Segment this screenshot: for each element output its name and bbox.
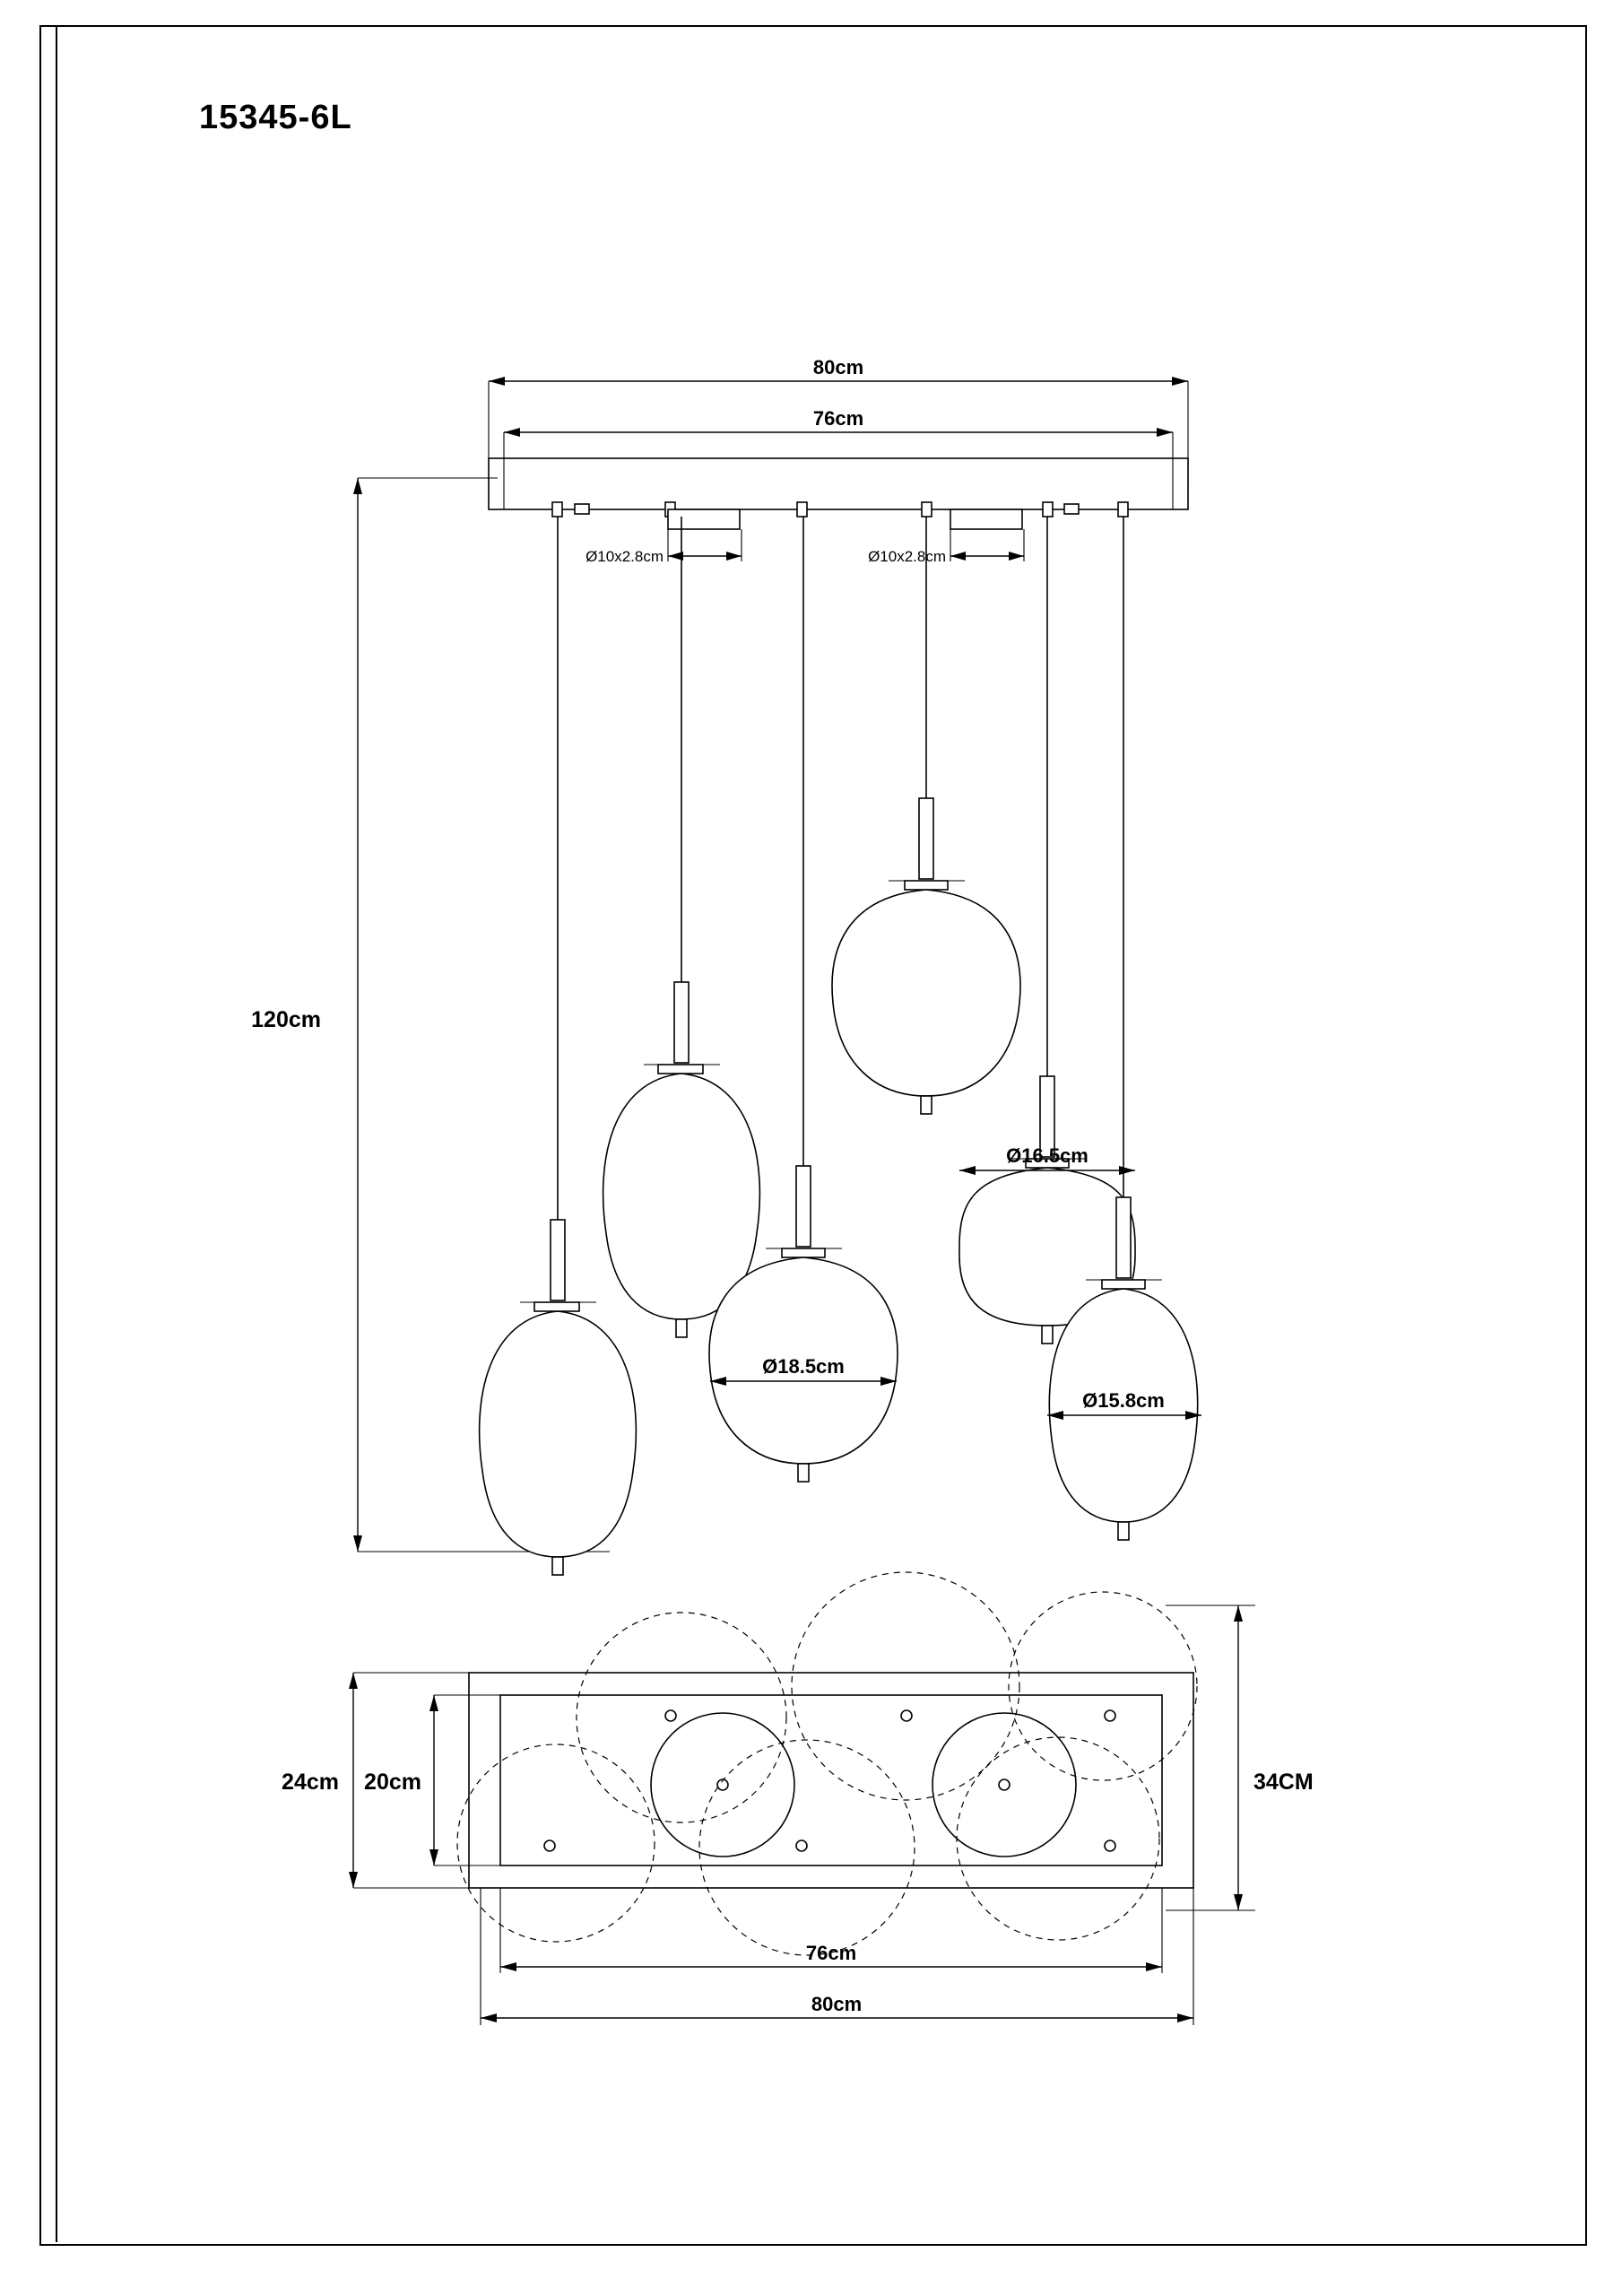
dim-label-socket-left: Ø10x2.8cm [585, 548, 664, 565]
dim-socket-left [585, 529, 742, 565]
plan-solid-circles [651, 1713, 1076, 1857]
dim-plan-width-inner [500, 1888, 1162, 1973]
pendant-6 [1049, 517, 1197, 1540]
plan-dashed-circles [457, 1572, 1197, 1955]
plan-hole-markers [544, 1710, 1115, 1851]
dim-label-24cm: 24cm [282, 1770, 339, 1795]
dim-label-76cm-bottom: 76cm [805, 1942, 857, 1964]
dim-label-20cm: 20cm [364, 1770, 421, 1795]
dim-label-80cm-bottom: 80cm [811, 1993, 863, 2015]
dim-label-34cm: 34CM [1253, 1770, 1314, 1795]
dim-label-165: Ø16.5cm [1006, 1144, 1089, 1167]
dim-label-socket-right: Ø10x2.8cm [868, 548, 946, 565]
canopy-bar [489, 458, 1188, 509]
page-title: 15345-6L [199, 99, 352, 136]
pendant-1 [480, 517, 637, 1575]
dim-socket-right [868, 529, 1024, 565]
pendant-4 [832, 517, 1020, 1114]
pendant-2 [603, 517, 760, 1337]
dim-label-158: Ø15.8cm [1082, 1389, 1165, 1412]
dim-label-80cm-top: 80cm [812, 356, 864, 378]
dim-label-185: Ø18.5cm [762, 1355, 845, 1378]
dim-shade-165 [959, 1144, 1135, 1175]
dim-plan-height-right [1166, 1605, 1314, 1910]
dim-label-76cm-top: 76cm [812, 407, 864, 430]
dim-label-120cm: 120cm [251, 1007, 321, 1032]
